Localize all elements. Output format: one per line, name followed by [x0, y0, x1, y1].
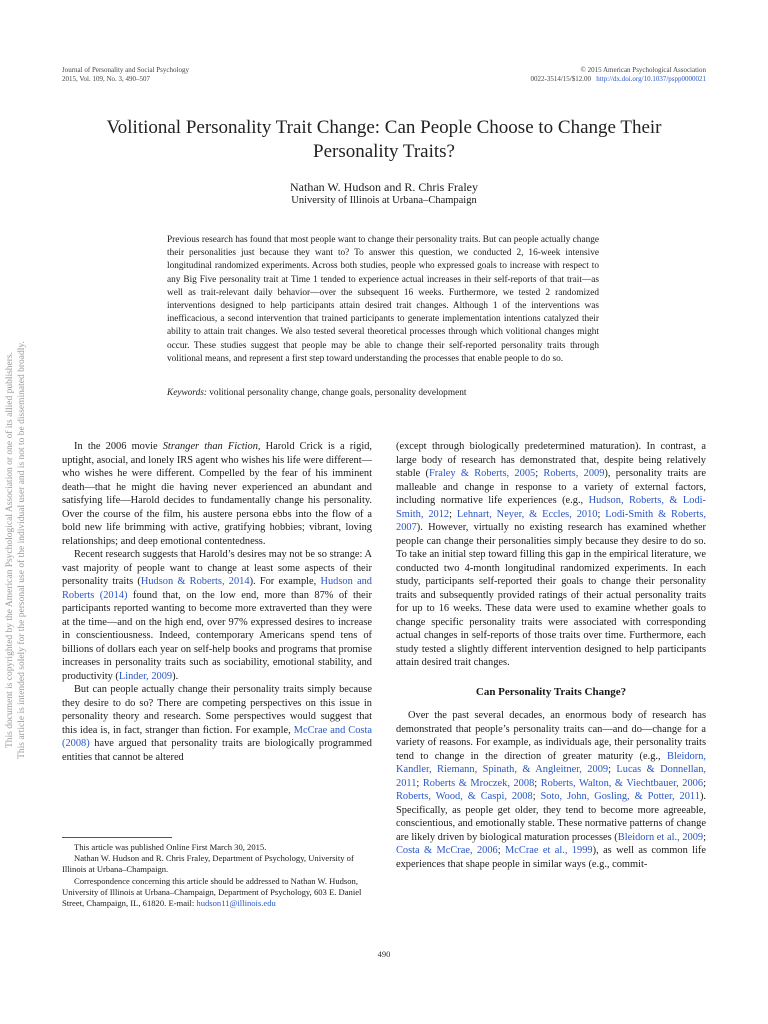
text: ; — [597, 508, 606, 520]
section-heading: Can Personality Traits Change? — [475, 685, 627, 698]
citation-link[interactable]: Bleidorn et al., 2009 — [617, 831, 704, 843]
text: ; — [535, 468, 544, 479]
copyright-line: © 2015 American Psychological Association — [580, 66, 706, 74]
text: found that, on the low end, more than 87% of their participants reported wanting to become more extraverted than they were at the time—and on the high end, over 97% expressed desires to increase in conscientiousness. Indeed, contemporary Americans spend tens of billions of dollars each year on self-help books and programs that promise increases in personality traits such as sociability, emotional stability, and productivity ( — [62, 589, 372, 682]
text: ; — [497, 845, 506, 856]
citation-link[interactable]: Lucas & Donnellan, 2011 — [396, 764, 707, 789]
text: , Harold Crick is a rigid, uptight, asocial, and lonely IRS agent who wishes his life were different—who wishes he were different. Compelled by the fear of his imminent death—that he might die having never experienced an abundant and satisfying life—Harold decides to fundamentally change his personality. Over the course of the film, his austere persona ebbs into the flow of a bold new life brimming with active, gratifying hobbies; vibrant, loving relationships; and deep emotional contentedness. — [62, 441, 373, 547]
paragraph-intro — [62, 440, 372, 548]
text: (except through biologically predetermined maturation). In contrast, a large body of research has demonstrated that, despite being relatively stable ( — [396, 441, 706, 479]
footnote-correspondence — [62, 876, 372, 910]
paragraph-trait-change — [396, 709, 706, 871]
text: ; — [416, 777, 423, 789]
citation-link[interactable]: Linder, 2009 — [118, 670, 173, 682]
issn-doi-line — [531, 75, 706, 84]
text: ). — [172, 670, 179, 682]
citation-link[interactable]: McCrae and Costa (2008) — [62, 724, 372, 749]
footnote-divider — [62, 837, 172, 838]
text: In the 2006 movie — [74, 441, 163, 452]
citation-link[interactable]: Roberts & Mroczek, 2008 — [422, 777, 535, 789]
article-authors: Nathan W. Hudson and R. Chris Fraley — [290, 180, 478, 194]
doi-link[interactable]: http://dx.doi.org/10.1037/pspp0000021 — [596, 75, 706, 83]
text: ; — [608, 764, 617, 775]
footnote-authors: Nathan W. Hudson and R. Chris Fraley, Department of Psychology, University of Illinois at Urbana–Champaign. — [62, 853, 354, 875]
copyright-header — [531, 66, 706, 84]
text: Correspondence concerning this article should be addressed to Nathan W. Hudson, University of Illinois at Urbana–Champaign, Department of Psychology, 603 E. Daniel Street, Champaign, IL, 61820. E-mail: — [62, 875, 362, 909]
author-affiliation: University of Illinois at Urbana–Champaign — [291, 195, 477, 206]
text: Recent research suggests that Harold’s desires may not be so strange: A vast majority of people want to change at least some aspects of their personality traits ( — [62, 549, 372, 587]
keywords — [167, 387, 599, 399]
journal-volume: 2015, Vol. 109, No. 3, 490–507 — [62, 75, 151, 83]
text: ; — [449, 508, 457, 520]
text: ; — [532, 791, 541, 802]
abstract: Previous research has found that most people want to change their personality traits. But can people actually change their personalities just because they want to? To answer this question, we conducted 2, 16-week intensive longitudinal randomized experiments. Across both studies, people who expressed goals to increase with respect to any Big Five personality trait at Time 1 tended to experience actual increases in their self-reports of that trait—as well as trait-relevant daily behavior—over the subsequent 16 weeks. Furthermore, we tested 2 randomized interventions designed to help participants attain desired trait changes. Although 1 of the interventions was inefficacious, a second intervention that trained participants to generate implementation intentions catalyzed their ability to attain trait changes. We also tested several theoretical processes through which volitional changes might occur. These studies suggest that people may be able to change their self-reported personality traits through volitional means, and represent a first step toward understanding the processes that enable people to do so. — [167, 235, 599, 364]
keywords-label: Keywords: — [167, 388, 207, 398]
text: ), as well as common life experiences that shape people in similar ways (e.g., commit- — [396, 845, 706, 870]
footnote-published: This article was published Online First March 30, 2015. — [74, 842, 267, 852]
citation-link[interactable]: Lehnart, Neyer, & Eccles, 2010 — [456, 508, 598, 520]
citation-link[interactable]: Lodi-Smith & Roberts, 2007 — [396, 508, 706, 533]
side-notice-line1: This document is copyrighted by the American Psychological Association or one of its allied publishers. — [5, 351, 15, 749]
paragraph-continued — [396, 440, 706, 670]
citation-link[interactable]: Hudson & Roberts, 2014 — [140, 576, 250, 587]
footnotes — [62, 842, 372, 909]
citation-link[interactable]: Roberts, Walton, & Viechtbauer, 2006 — [540, 777, 704, 789]
issn-price: 0022-3514/15/$12.00 — [530, 75, 591, 83]
citation-link[interactable]: Soto, John, Gosling, & Potter, 2011 — [540, 791, 700, 802]
text: Over the past several decades, an enormous body of research has demonstrated that people’s personality traits can—and do—change for a variety of reasons. For example, as individuals age, their personality traits tend to change in the direction of greater maturity (e.g., — [396, 710, 706, 762]
citation-link[interactable]: Hudson, Roberts, & Lodi-Smith, 2012 — [396, 495, 706, 520]
text: ). For example, — [249, 576, 321, 587]
body-column-right — [396, 440, 706, 871]
citation-link[interactable]: Hudson and Roberts (2014) — [62, 576, 373, 601]
text: have argued that personality traits are biologically programmed entities that cannot be altered — [62, 738, 372, 763]
citation-link[interactable]: McCrae et al., 1999 — [505, 845, 593, 856]
journal-name: Journal of Personality and Social Psychology — [62, 66, 189, 74]
text: ), personality traits are malleable and change in response to a variety of external factors, including normative life experiences (e.g., — [396, 468, 706, 506]
text: ; — [534, 777, 541, 789]
keywords-list: volitional personality change, change goals, personality development — [209, 388, 467, 398]
citation-link[interactable]: Roberts, 2009 — [543, 468, 605, 479]
text: ). Specifically, as people get older, they tend to become more agreeable, conscientious, and emotionally stable. These normative patterns of change are likely driven by biological maturation processes ( — [396, 791, 706, 843]
side-notice-line2: This article is intended solely for the personal use of the individual user and is not to be disseminated broadly. — [17, 341, 27, 759]
text: ; — [703, 831, 706, 843]
paragraph-competing-perspectives — [62, 683, 372, 764]
text: But can people actually change their personality traits simply because they desire to do so? There are competing perspectives on this issue in personality theory and research. Some perspectives would suggest that this idea is, in fact, stranger than fiction. For example, — [62, 684, 372, 736]
copyright-side-notice — [4, 270, 44, 830]
email-link[interactable]: hudson11@illinois.edu — [196, 898, 276, 909]
text: ). However, virtually no existing research has examined whether people can change their personalities simply because they desire to do so. To take an initial step toward filling this gap in the empirical literature, we conducted two 4-month longitudinal randomized experiments. In each study, participants self-reported their goals to change their personality traits and subsequently provided ratings of their actual personality traits for up to 16 weeks. These data were used to examine whether goals to change specific personality traits were associated with corresponding actual changes in self-reports of those traits over time. Furthermore, each study tested a slightly different intervention designed to help participants attain desired trait changes. — [396, 522, 706, 668]
film-title: Stranger than Fiction — [162, 441, 258, 452]
journal-header — [62, 66, 189, 84]
page-number: 490 — [377, 949, 391, 959]
citation-link[interactable]: Roberts, Wood, & Caspi, 2008 — [396, 791, 533, 802]
article-title: Volitional Personality Trait Change: Can People Choose to Change Their Personality Traits? — [106, 117, 662, 162]
text: ; — [703, 777, 706, 789]
citation-link[interactable]: Bleidorn, Kandler, Riemann, Spinath, & Angleitner, 2009 — [396, 750, 706, 775]
citation-link[interactable]: Fraley & Roberts, 2005 — [429, 468, 536, 479]
citation-link[interactable]: Costa & McCrae, 2006 — [396, 845, 498, 856]
paragraph-recent-research — [62, 548, 372, 683]
body-column-left — [62, 440, 372, 764]
